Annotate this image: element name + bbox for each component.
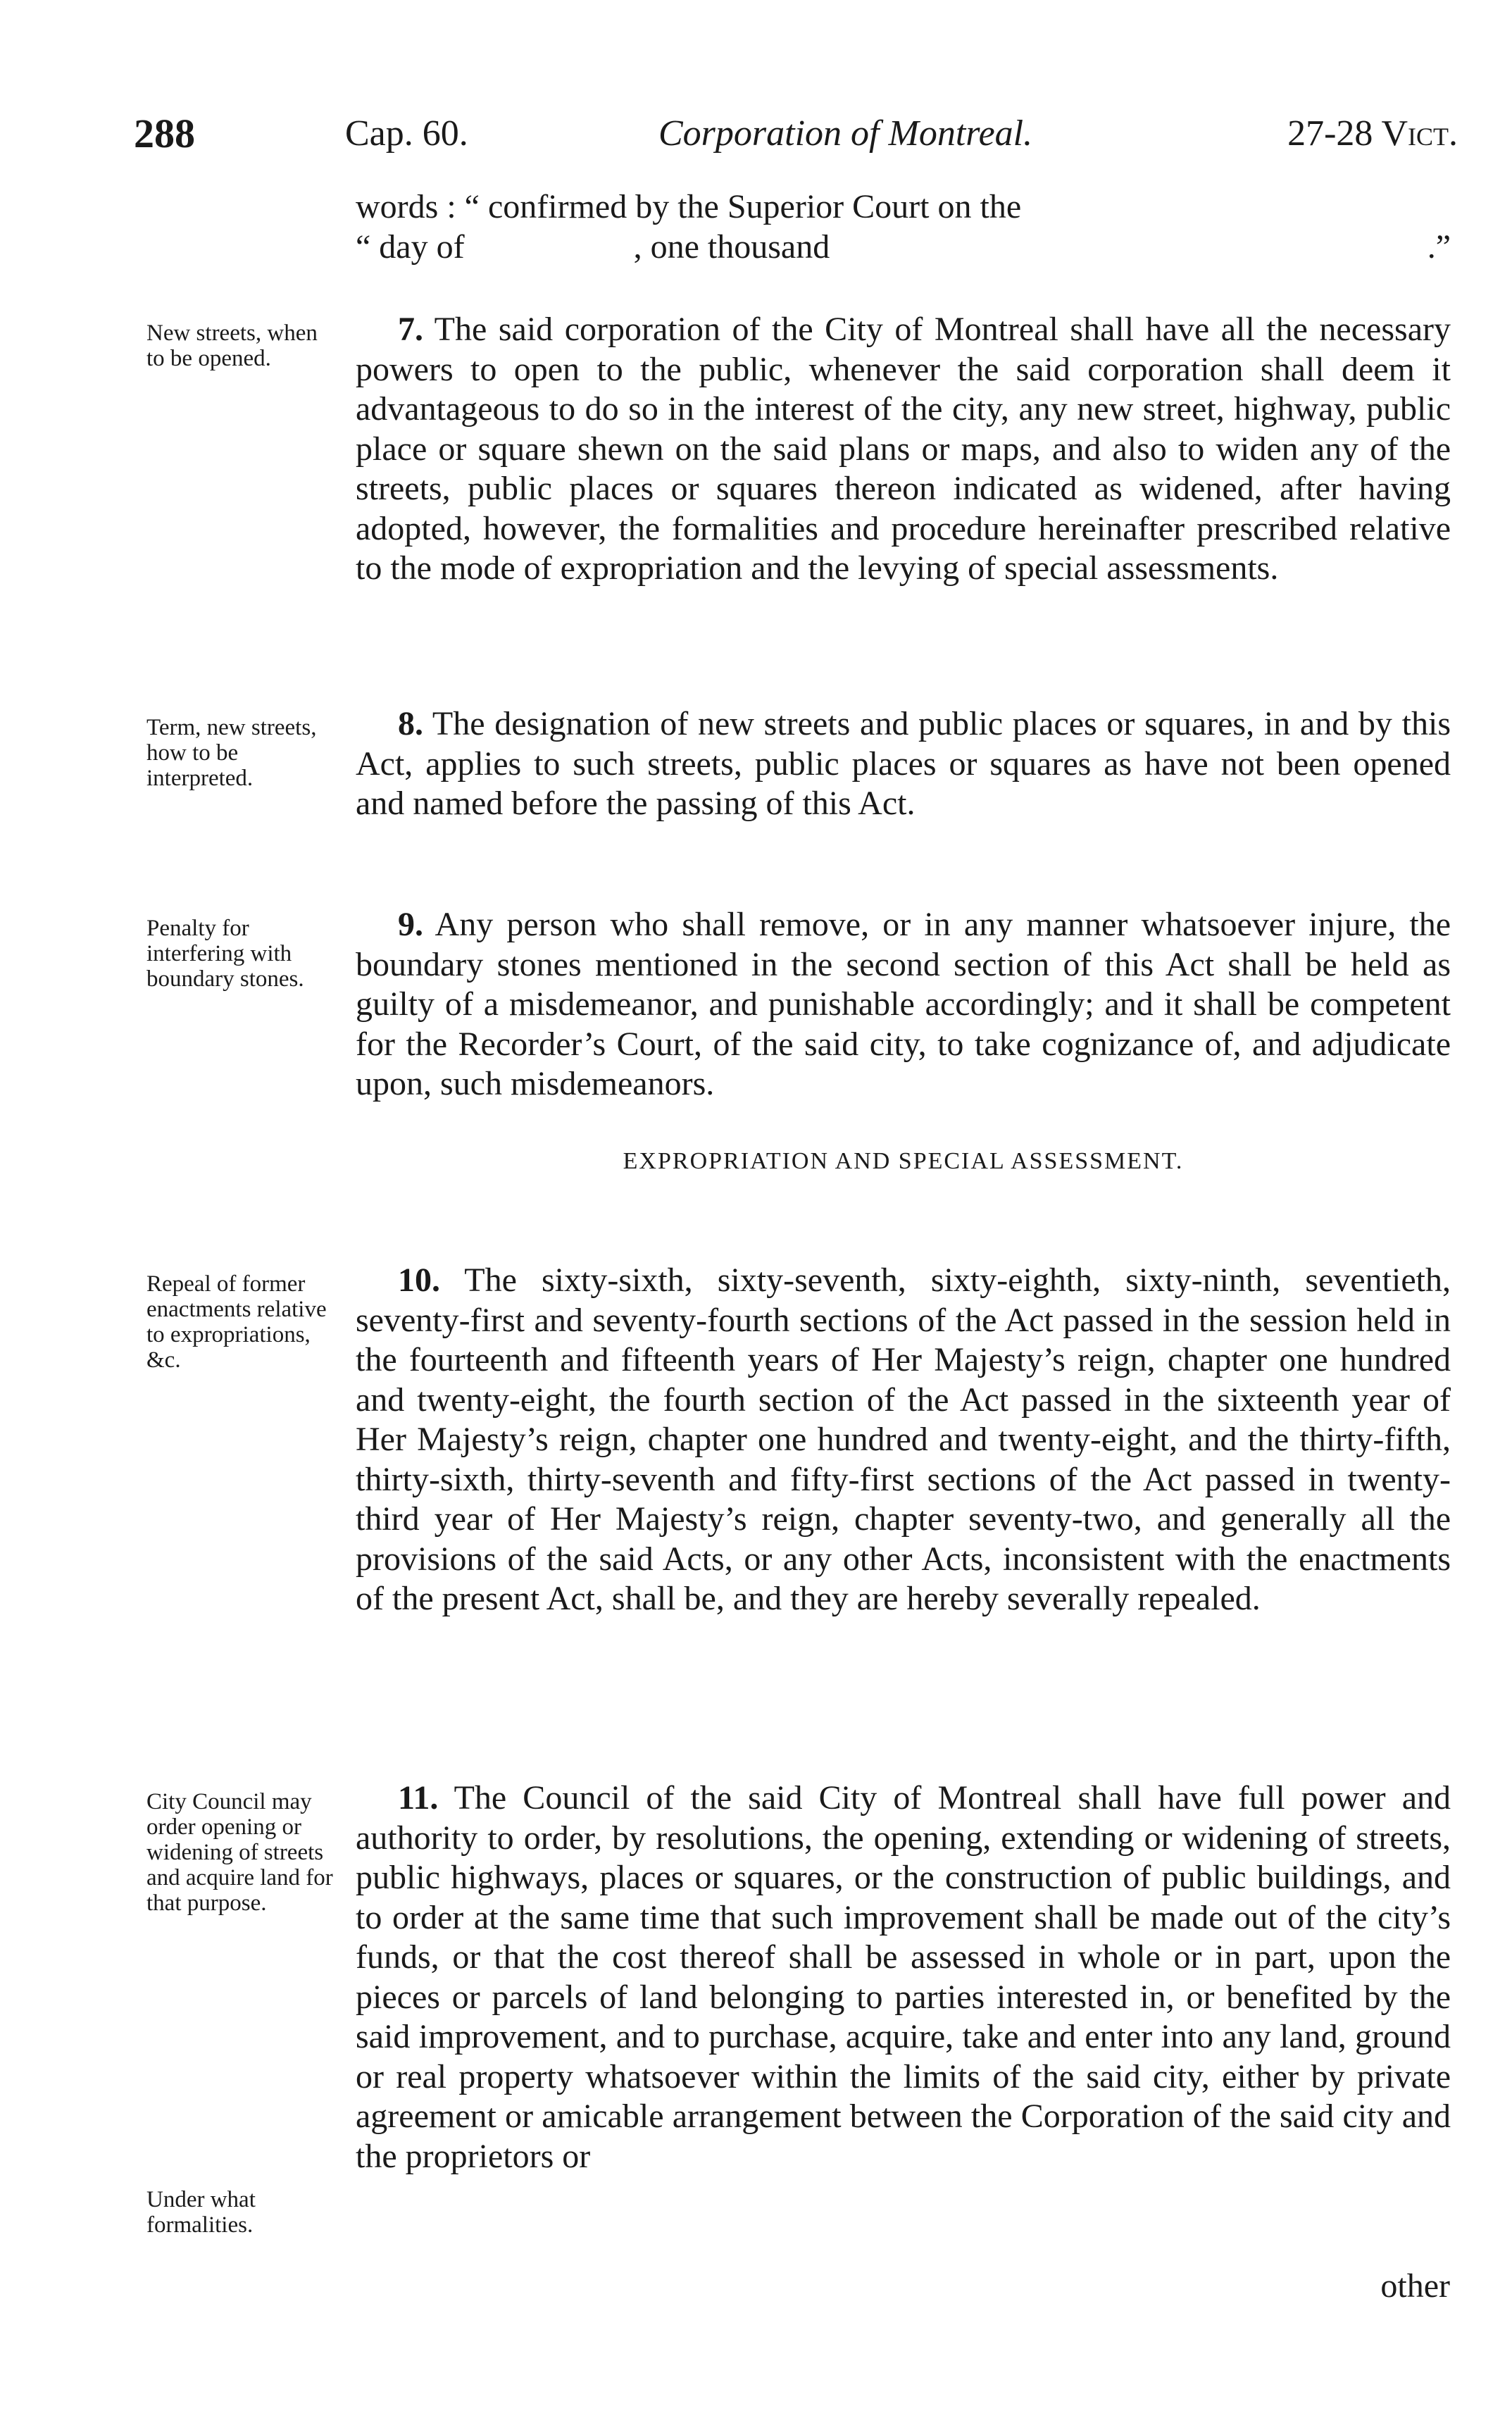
section-number: 8. (398, 705, 423, 742)
section-number: 10. (398, 1261, 440, 1299)
page-number: 288 (134, 111, 195, 156)
margin-note-section-9: Penalty for interfering with boundary stones. (146, 916, 304, 992)
section-7 (356, 310, 1451, 589)
lead-in-line-1: words : “ confirmed by the Superior Court on the (356, 188, 1022, 225)
section-number: 9. (398, 906, 423, 943)
section-number: 7. (398, 311, 423, 348)
margin-note-section-7: New streets, when to be opened. (146, 320, 318, 371)
section-text: The sixty-sixth, sixty-seventh, sixty-eighth, sixty-ninth, seventieth, seventy-first and seventy-fourth sections of the Act passed in the session held in the fourteenth and fifteenth years of Her Majesty’s reign, chapter one hundred and twenty-eight, the fourth section of the Act passed in the sixteenth year of Her Majesty’s reign, chapter one hundred and twenty-eight, and the thirty-fifth, thirty-sixth, thirty-seventh and fifty-first sections of the Act passed in twenty-third year of Her Majesty’s reign, chapter seventy-two, and generally all the provisions of the said Acts, or any other Acts, inconsistent with the enactments of the present Act, shall be, and they are hereby severally repealed. (356, 1261, 1451, 1617)
lead-in-text (356, 187, 1451, 267)
chapter-label: Cap. 60. (345, 113, 468, 154)
section-8 (356, 704, 1451, 824)
section-text: The Council of the said City of Montreal shall have full power and authority to order, by resolutions, the opening, extending or widening of streets, public highways, places or squares, or the construction of public buildings, and to order at the same time that such improvement shall be made out of the city’s funds, or that the cost thereof shall be assessed in whole or in part, upon the pieces or parcels of land belonging to parties interested in, or benefited by the said improvement, and to purchase, acquire, take and enter into any land, ground or real property whatsoever within the limits of the said city, either by private agreement or amicable arrangement between the Corporation of the said city and the proprietors or (356, 1779, 1451, 2175)
margin-note-section-11: City Council may order opening or widening of streets and acquire land for that purpose. (146, 1789, 333, 1916)
catchword: other (1380, 2267, 1450, 2305)
section-text: The designation of new streets and public places or squares, in and by this Act, applies to such streets, public places or squares as have not been opened and named before the passing of this Act. (356, 705, 1451, 822)
section-9 (356, 905, 1451, 1104)
section-text: The said corporation of the City of Montreal shall have all the necessary powers to open to the public, whenever the said corporation shall deem it advantageous to do so in the interest of the city, any new street, highway, public place or square shewn on the said plans or maps, and also to widen any of the streets, public places or squares thereon indicated as widened, after having adopted, however, the formalities and procedure hereinafter prescribed relative to the mode of expropriation and the levying of special assessments. (356, 311, 1451, 587)
lead-in-line-3: .” (1427, 228, 1451, 266)
section-text: Any person who shall remove, or in any manner whatsoever injure, the boundary stones mentioned in the second section of this Act shall be held as guilty of a misdemeanor, and punishable accordingly; and it shall be competent for the Recorder’s Court, of the said city, to take cognizance of, and adjudicate upon, such misdemeanors. (356, 906, 1451, 1102)
section-number: 11. (398, 1779, 439, 1817)
running-header (134, 106, 1458, 162)
section-heading: EXPROPRIATION AND SPECIAL ASSESSMENT. (623, 1148, 1184, 1174)
margin-note-section-8: Term, new streets, how to be interpreted. (146, 715, 317, 791)
section-11 (356, 1778, 1451, 2176)
lead-in-line-2: “ day of , one thousand (356, 228, 830, 266)
margin-note-section-10: Repeal of former enactments relative to expropriations, &c. (146, 1271, 327, 1373)
running-title: Corporation of Montreal. (658, 113, 1033, 154)
margin-note-section-11-formalities: Under what formalities. (146, 2187, 256, 2238)
section-10 (356, 1261, 1451, 1619)
regnal-year: 27-28 Vict. (1287, 113, 1458, 154)
